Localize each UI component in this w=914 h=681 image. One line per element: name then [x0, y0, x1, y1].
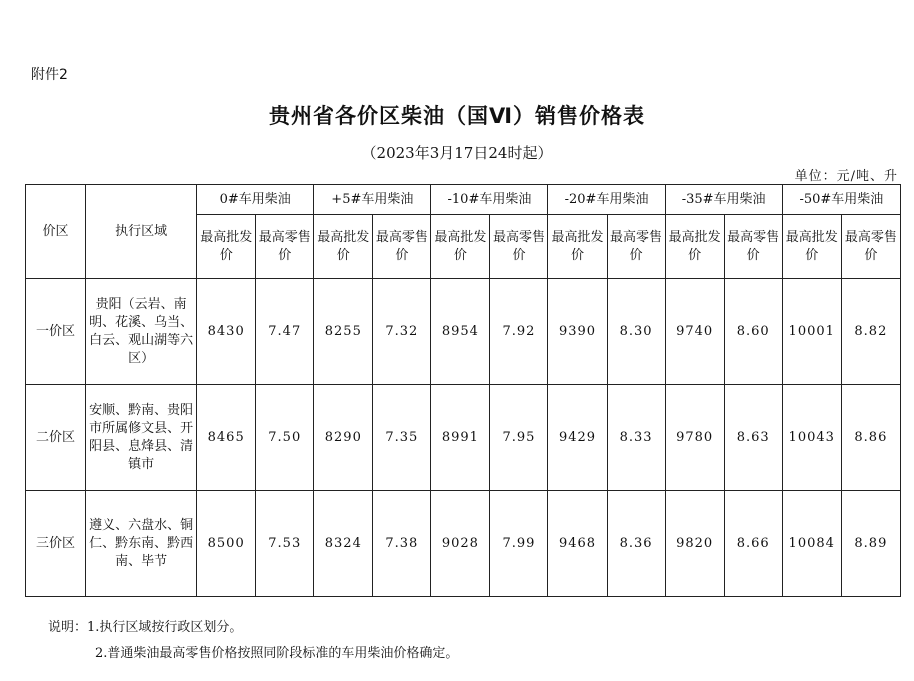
header-product: 0#车用柴油 — [197, 185, 314, 215]
header-product: +5#车用柴油 — [314, 185, 431, 215]
header-wholesale: 最高批发价 — [431, 215, 490, 279]
header-product: -50#车用柴油 — [782, 185, 900, 215]
wholesale-price: 8465 — [197, 385, 256, 491]
wholesale-price: 8290 — [314, 385, 373, 491]
wholesale-price: 10084 — [782, 491, 841, 597]
unit-label: 单位：元/吨、升 — [794, 169, 898, 184]
header-retail: 最高零售价 — [607, 215, 665, 279]
wholesale-price: 9740 — [665, 279, 724, 385]
wholesale-price: 8500 — [197, 491, 256, 597]
wholesale-price: 8255 — [314, 279, 373, 385]
retail-price: 7.95 — [490, 385, 548, 491]
wholesale-price: 8954 — [431, 279, 490, 385]
header-retail: 最高零售价 — [841, 215, 900, 279]
table-row — [26, 491, 901, 597]
zone-cell: 一价区 — [26, 279, 86, 385]
header-zone: 价区 — [26, 185, 86, 279]
retail-price: 7.32 — [373, 279, 431, 385]
wholesale-price: 9780 — [665, 385, 724, 491]
retail-price: 8.30 — [607, 279, 665, 385]
retail-price: 8.63 — [724, 385, 782, 491]
header-product: -20#车用柴油 — [548, 185, 665, 215]
region-cell: 遵义、六盘水、铜仁、黔东南、黔西南、毕节 — [86, 491, 197, 597]
header-wholesale: 最高批发价 — [197, 215, 256, 279]
wholesale-price: 9820 — [665, 491, 724, 597]
retail-price: 7.50 — [256, 385, 314, 491]
wholesale-price: 10001 — [782, 279, 841, 385]
header-wholesale: 最高批发价 — [548, 215, 607, 279]
notes — [48, 615, 458, 667]
effective-date: （2023年3月17日24时起） — [361, 144, 553, 162]
wholesale-price: 8324 — [314, 491, 373, 597]
retail-price: 8.36 — [607, 491, 665, 597]
header-product: -10#车用柴油 — [431, 185, 548, 215]
header-wholesale: 最高批发价 — [782, 215, 841, 279]
region-cell: 安顺、黔南、贵阳市所属修文县、开阳县、息烽县、清镇市 — [86, 385, 197, 491]
notes-label: 说明： — [48, 620, 88, 635]
retail-price: 8.33 — [607, 385, 665, 491]
zone-cell: 三价区 — [26, 491, 86, 597]
retail-price: 7.47 — [256, 279, 314, 385]
retail-price: 8.66 — [724, 491, 782, 597]
header-retail: 最高零售价 — [256, 215, 314, 279]
wholesale-price: 9028 — [431, 491, 490, 597]
header-wholesale: 最高批发价 — [665, 215, 724, 279]
header-retail: 最高零售价 — [490, 215, 548, 279]
retail-price: 7.92 — [490, 279, 548, 385]
retail-price: 7.38 — [373, 491, 431, 597]
wholesale-price: 9429 — [548, 385, 607, 491]
retail-price: 7.35 — [373, 385, 431, 491]
retail-price: 7.99 — [490, 491, 548, 597]
header-retail: 最高零售价 — [724, 215, 782, 279]
header-wholesale: 最高批发价 — [314, 215, 373, 279]
note-item: 1.执行区域按行政区划分。 — [87, 620, 243, 635]
note-line-1 — [48, 615, 458, 641]
wholesale-price: 9390 — [548, 279, 607, 385]
header-region: 执行区域 — [86, 185, 197, 279]
zone-cell: 二价区 — [26, 385, 86, 491]
header-retail: 最高零售价 — [373, 215, 431, 279]
wholesale-price: 8991 — [431, 385, 490, 491]
header-product: -35#车用柴油 — [665, 185, 782, 215]
wholesale-price: 8430 — [197, 279, 256, 385]
note-item: 2.普通柴油最高零售价格按照同阶段标准的车用柴油价格确定。 — [95, 646, 459, 661]
region-cell: 贵阳（云岩、南明、花溪、乌当、白云、观山湖等六区） — [86, 279, 197, 385]
retail-price: 8.60 — [724, 279, 782, 385]
page-title: 贵州省各价区柴油（国Ⅵ）销售价格表 — [268, 104, 646, 128]
wholesale-price: 9468 — [548, 491, 607, 597]
table-row — [26, 279, 901, 385]
retail-price: 8.86 — [841, 385, 900, 491]
wholesale-price: 10043 — [782, 385, 841, 491]
attachment-label: 附件2 — [31, 67, 68, 83]
retail-price: 8.89 — [841, 491, 900, 597]
retail-price: 7.53 — [256, 491, 314, 597]
retail-price: 8.82 — [841, 279, 900, 385]
price-table — [25, 184, 901, 597]
table-row — [26, 385, 901, 491]
